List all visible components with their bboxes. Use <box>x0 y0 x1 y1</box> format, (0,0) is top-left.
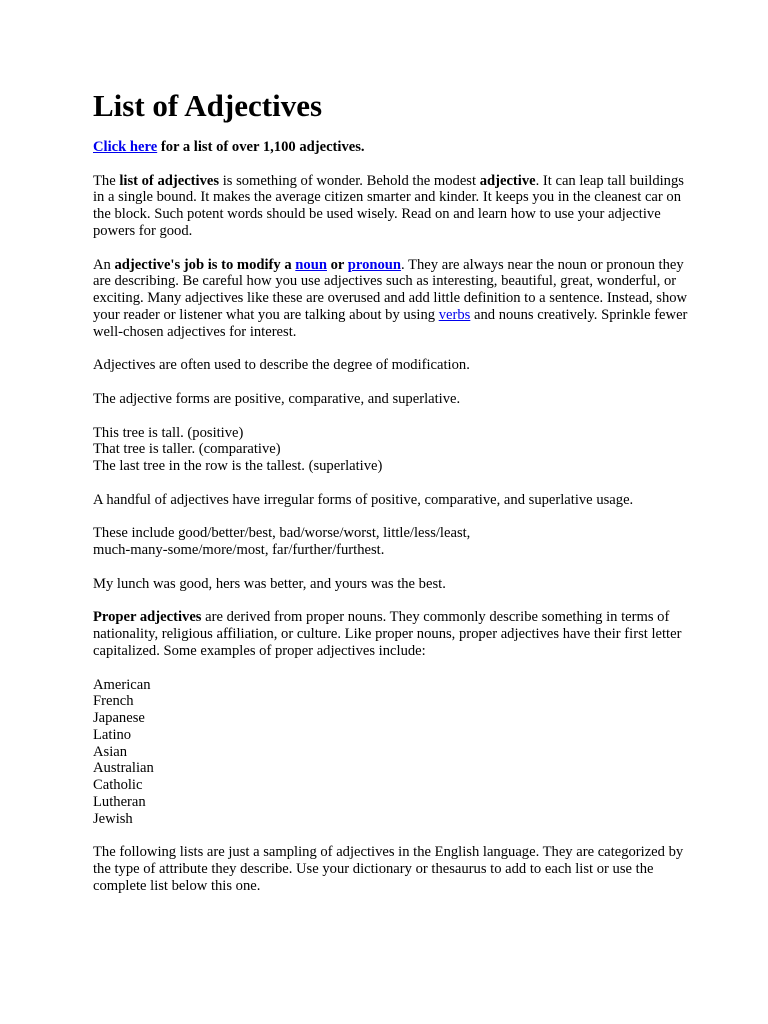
p8-bold-1: Proper adjectives <box>93 609 202 626</box>
paragraph-degree: Adjectives are often used to describe the degree of modification. <box>93 357 470 374</box>
intro-text: for a list of over 1,100 adjectives. <box>157 139 365 155</box>
p1-bold-2: adjective <box>479 172 536 189</box>
intro-paragraph <box>93 139 693 156</box>
examples-list <box>93 425 693 475</box>
document-page <box>93 88 693 912</box>
list-item: Catholic <box>93 777 143 794</box>
irregular-line-2: much-many-some/more/most, far/further/furthest. <box>93 542 385 559</box>
paragraph-irregular-examples <box>93 525 693 559</box>
click-here-link[interactable]: Click here <box>93 139 158 155</box>
proper-adjectives-list <box>93 677 693 828</box>
paragraph-intro-adjectives <box>93 173 693 240</box>
p8-text-1: are derived from proper nouns. They commonly describe something in terms of nationality, religious affiliation, or culture. Like proper nouns, proper adjectives have their first letter capitalized. Some examples of proper adjectives include: <box>93 609 682 659</box>
verbs-link[interactable]: verbs <box>438 306 471 323</box>
example-line: The last tree in the row is the tallest. (superlative) <box>93 458 383 475</box>
example-line: This tree is tall. (positive) <box>93 424 244 441</box>
paragraph-proper-adjectives <box>93 609 693 659</box>
irregular-line-1: These include good/better/best, bad/worse/worst, little/less/least, <box>93 525 471 542</box>
paragraph-adjective-job <box>93 257 693 341</box>
p1-text-2: is something of wonder. Behold the modest <box>219 172 480 189</box>
p2-text-1: An <box>93 256 115 273</box>
paragraph-following-lists: The following lists are just a sampling of adjectives in the English language. They are categorized by the type of attribute they describe. Use your dictionary or thesaurus to add to each list or use the complete list below this one. <box>93 844 684 895</box>
list-item: Lutheran <box>93 794 146 811</box>
p2-text-2: . They are always near the noun or pronoun they are describing. Be careful how you use adjectives such as interesting, beautiful, great, wonderful, or exciting. Many adjectives like these are overused and add little definition to a sentence. Instead, show your reader or listener what you are talking about by using <box>93 256 688 323</box>
list-item: Australian <box>93 760 154 777</box>
list-item: Japanese <box>93 710 145 727</box>
pronoun-link[interactable]: pronoun <box>347 256 402 273</box>
paragraph-lunch: My lunch was good, hers was better, and yours was the best. <box>93 575 446 592</box>
p1-text-3: . It can leap tall buildings in a single bound. It makes the average citizen smarter and kinder. It keeps you in the cleanest car on the block. Such potent words should be used wisely. Read on and learn how to use your adjective powers for good. <box>93 172 684 239</box>
list-item: Asian <box>93 743 128 760</box>
page-title: List of Adjectives <box>93 88 323 123</box>
noun-link[interactable]: noun <box>295 256 327 273</box>
p2-bold-1: adjective's job is to modify a <box>114 256 296 273</box>
p2-text-3: and nouns creatively. Sprinkle fewer well-chosen adjectives for interest. <box>93 306 688 340</box>
list-item: Latino <box>93 726 132 743</box>
list-item: French <box>93 693 134 710</box>
paragraph-forms: The adjective forms are positive, comparative, and superlative. <box>93 390 461 407</box>
example-line: That tree is taller. (comparative) <box>93 441 281 458</box>
p1-text-1: The <box>93 172 120 189</box>
paragraph-irregular: A handful of adjectives have irregular forms of positive, comparative, and superlative usage. <box>93 491 634 508</box>
list-item: American <box>93 676 151 693</box>
p2-bold-2: or <box>326 256 348 273</box>
p1-bold-1: list of adjectives <box>119 172 220 189</box>
list-item: Jewish <box>93 810 133 827</box>
